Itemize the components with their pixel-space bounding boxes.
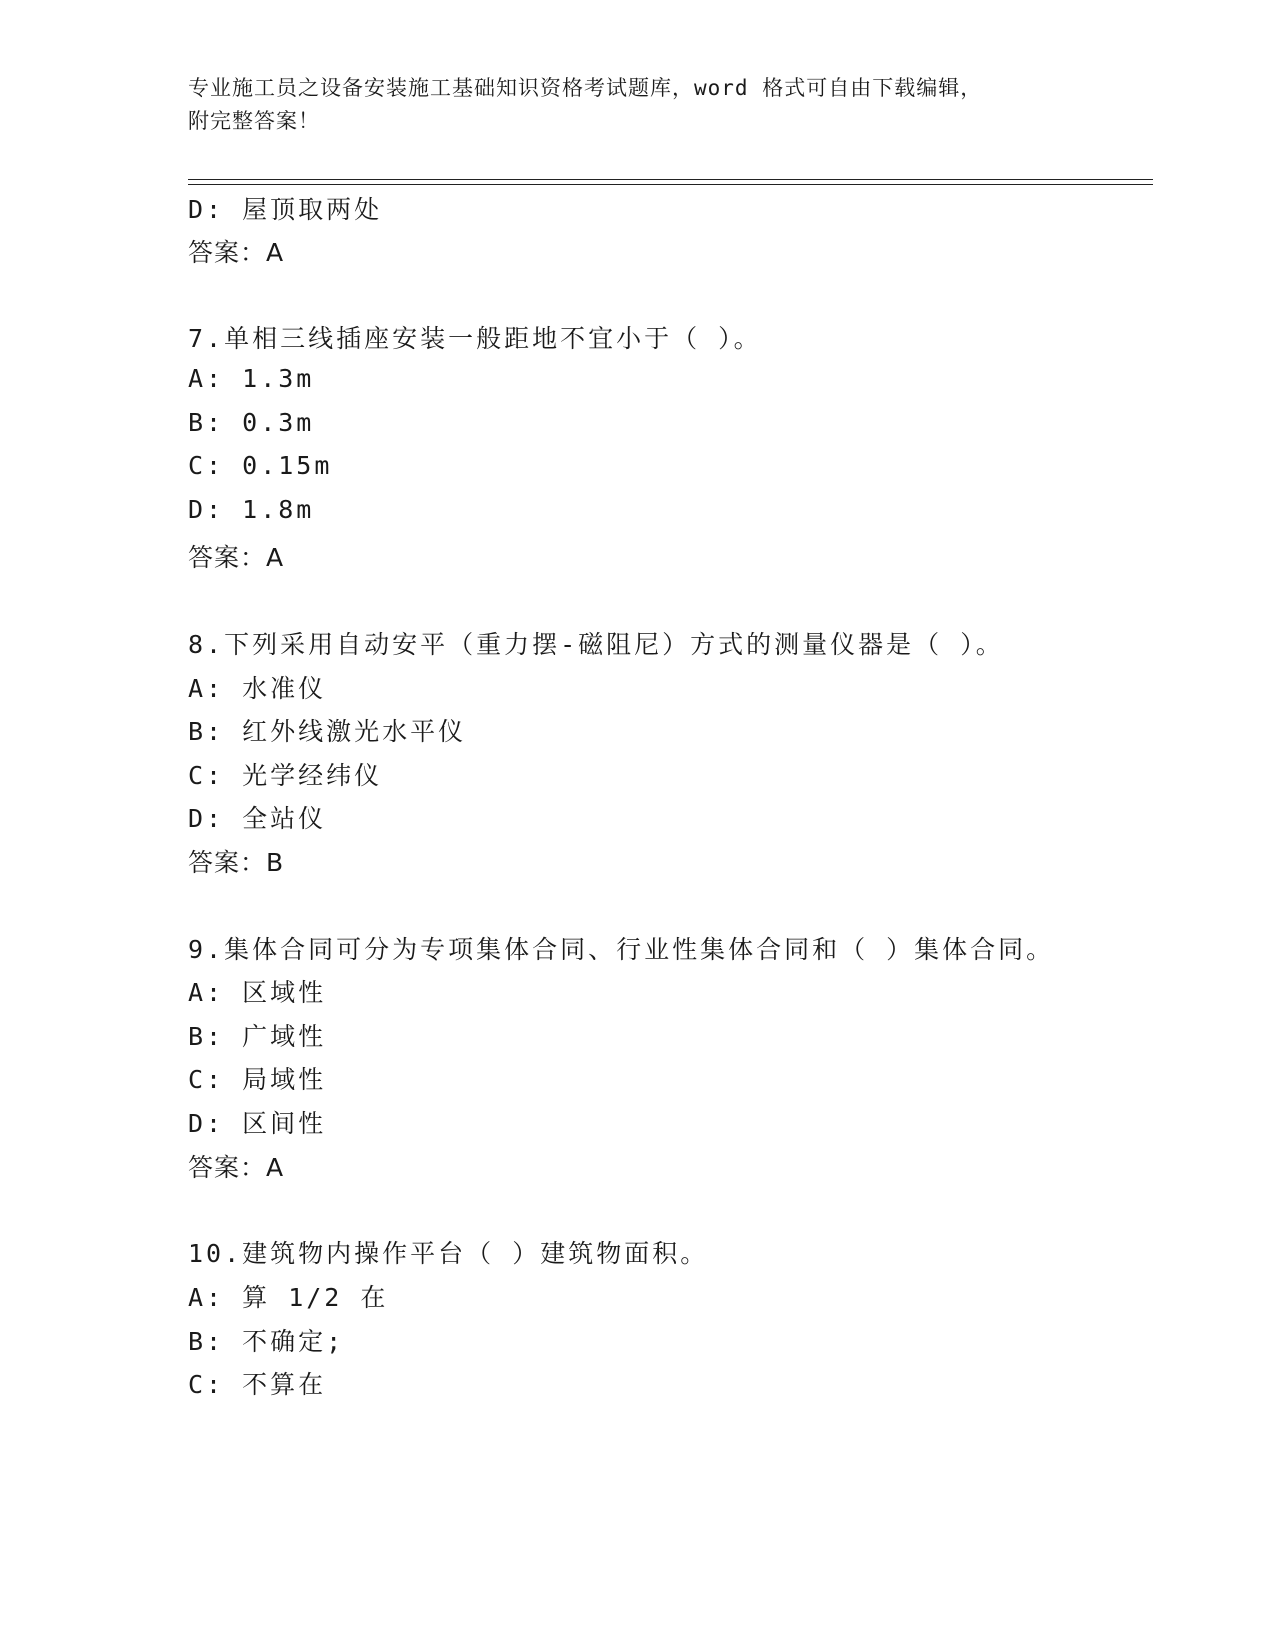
option-line: A: 算 1/2 在	[188, 1283, 389, 1312]
document-header	[188, 72, 1088, 138]
answer-line: 答案：A	[188, 1153, 285, 1182]
question-stem: 8.下列采用自动安平（重力摆-磁阻尼）方式的测量仪器是（ ）。	[188, 630, 1004, 659]
option-line: B: 广域性	[188, 1022, 327, 1051]
header-line-1: 专业施工员之设备安装施工基础知识资格考试题库，word 格式可自由下载编辑，	[188, 76, 983, 100]
answer-line: 答案：A	[188, 238, 285, 267]
question-stem: 9.集体合同可分为专项集体合同、行业性集体合同和（ ）集体合同。	[188, 935, 1055, 964]
question-stem: 10.建筑物内操作平台（ ）建筑物面积。	[188, 1239, 709, 1268]
header-line-2: 附完整答案！	[188, 109, 320, 133]
option-line: D: 屋顶取两处	[188, 195, 383, 224]
option-line: C: 局域性	[188, 1065, 327, 1094]
answer-line: 答案：A	[188, 543, 285, 572]
option-line: C: 0.15m	[188, 451, 333, 480]
option-line: D: 区间性	[188, 1109, 327, 1138]
option-line: A: 1.3m	[188, 364, 315, 393]
option-line: C: 不算在	[188, 1370, 327, 1399]
option-line: D: 1.8m	[188, 495, 315, 524]
question-stem: 7.单相三线插座安装一般距地不宜小于（ ）。	[188, 324, 762, 353]
option-line: A: 区域性	[188, 978, 327, 1007]
option-line: D: 全站仪	[188, 804, 327, 833]
option-line: B: 0.3m	[188, 408, 315, 437]
option-line: C: 光学经纬仪	[188, 761, 383, 790]
header-divider-bottom	[188, 184, 1153, 185]
option-line: B: 不确定;	[188, 1327, 345, 1356]
option-line: A: 水准仪	[188, 674, 327, 703]
answer-line: 答案：B	[188, 848, 285, 877]
option-line: B: 红外线激光水平仪	[188, 717, 467, 746]
header-divider-top	[188, 179, 1153, 180]
